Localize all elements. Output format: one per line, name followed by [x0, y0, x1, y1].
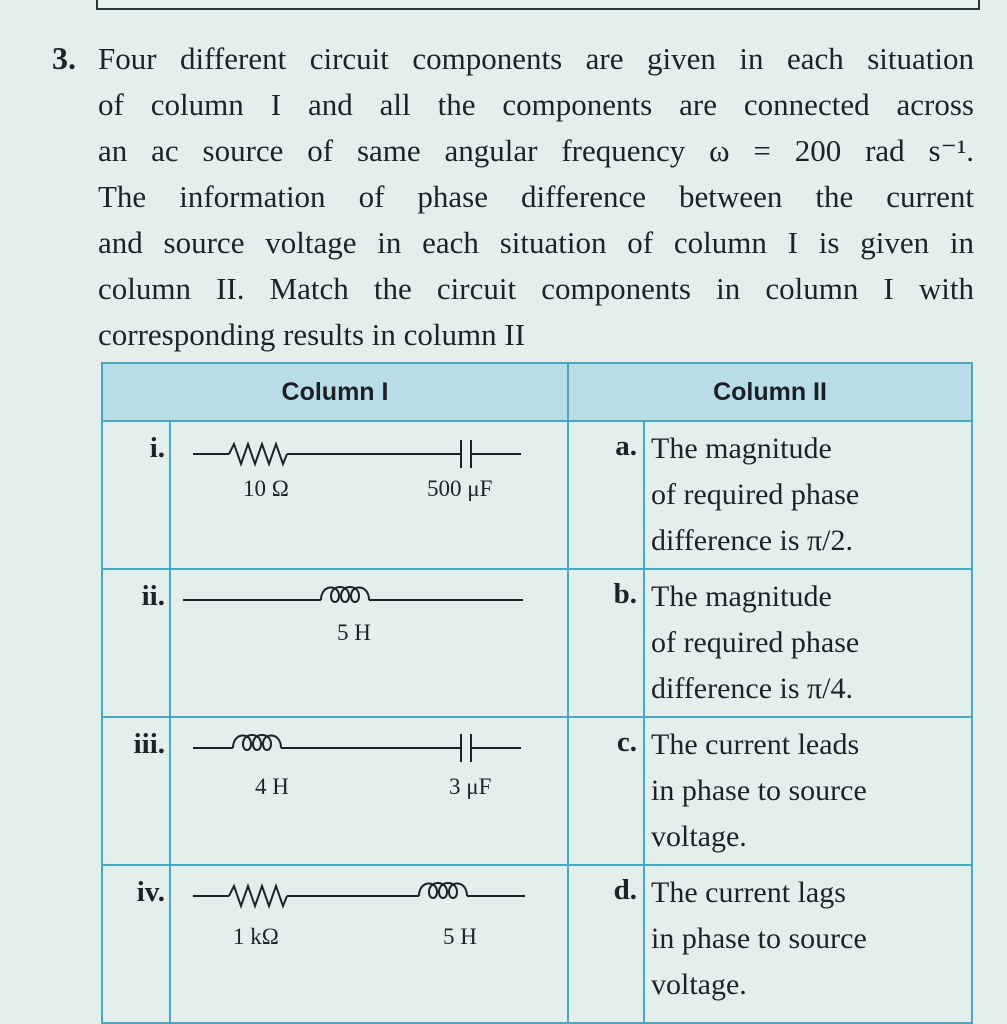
row-label: i.: [102, 421, 170, 569]
circuit-cell: [170, 865, 568, 1023]
circuit-diagram: [171, 866, 567, 1006]
circuit-diagram: [171, 718, 567, 858]
capacitance-value: 500 μF: [427, 476, 493, 501]
question-line: The information of phase difference between the current: [98, 179, 974, 214]
previous-question-box: [96, 0, 980, 10]
option-line: The magnitude: [651, 432, 832, 465]
option-line: difference is π/4.: [651, 672, 854, 705]
option-description: [644, 865, 972, 1023]
option-letter: c.: [568, 717, 644, 865]
row-label: iii.: [102, 717, 170, 865]
option-line: The current lags: [651, 876, 846, 909]
option-line: in phase to source: [651, 774, 867, 807]
question-line: corresponding results in column II: [98, 317, 526, 352]
circuit-diagram: [171, 570, 567, 710]
option-letter: a.: [568, 421, 644, 569]
row-label: iv.: [102, 865, 170, 1023]
circuit-diagram: [171, 422, 567, 562]
inductance-value: 5 H: [443, 924, 477, 949]
option-letter: d.: [568, 865, 644, 1023]
circuit-cell: [170, 717, 568, 865]
question-number: 3.: [52, 40, 76, 76]
option-letter: b.: [568, 569, 644, 717]
table-row: [102, 865, 972, 1023]
option-line: voltage.: [651, 968, 747, 1001]
capacitor-icon: [461, 440, 471, 468]
resistance-value: 10 Ω: [243, 476, 289, 501]
question-line: Four different circuit components are given in each situation: [98, 41, 974, 76]
row-label: ii.: [102, 569, 170, 717]
resistance-value: 1 kΩ: [233, 924, 279, 949]
circuit-cell: [170, 421, 568, 569]
column-1-header: Column I: [102, 363, 568, 421]
question-line: and source voltage in each situation of column I is given in: [98, 225, 974, 260]
option-description: [644, 717, 972, 865]
option-line: difference is π/2.: [651, 524, 854, 557]
resistor-icon: [229, 886, 287, 906]
column-2-header: Column II: [568, 363, 972, 421]
option-description: [644, 421, 972, 569]
table-row: [102, 717, 972, 865]
capacitor-icon: [461, 734, 471, 762]
match-table: [101, 362, 973, 1024]
table-row: [102, 421, 972, 569]
circuit-cell: [170, 569, 568, 717]
inductance-value: 5 H: [337, 620, 371, 645]
question-line: of column I and all the components are connected across: [98, 87, 974, 122]
option-line: in phase to source: [651, 922, 867, 955]
table-row: [102, 569, 972, 717]
question-text: [98, 36, 974, 358]
option-line: voltage.: [651, 820, 747, 853]
inductor-icon: [321, 587, 369, 602]
option-line: of required phase: [651, 626, 860, 659]
option-line: of required phase: [651, 478, 860, 511]
option-description: [644, 569, 972, 717]
inductance-value: 4 H: [255, 774, 289, 799]
option-line: The magnitude: [651, 580, 832, 613]
question-line: an ac source of same angular frequency ω = 200 rad s⁻¹.: [98, 133, 974, 168]
option-line: The current leads: [651, 728, 860, 761]
inductor-icon: [419, 883, 467, 898]
capacitance-value: 3 μF: [449, 774, 492, 799]
inductor-icon: [233, 735, 281, 750]
question-line: column II. Match the circuit components in column I with: [98, 271, 974, 306]
resistor-icon: [229, 444, 287, 464]
